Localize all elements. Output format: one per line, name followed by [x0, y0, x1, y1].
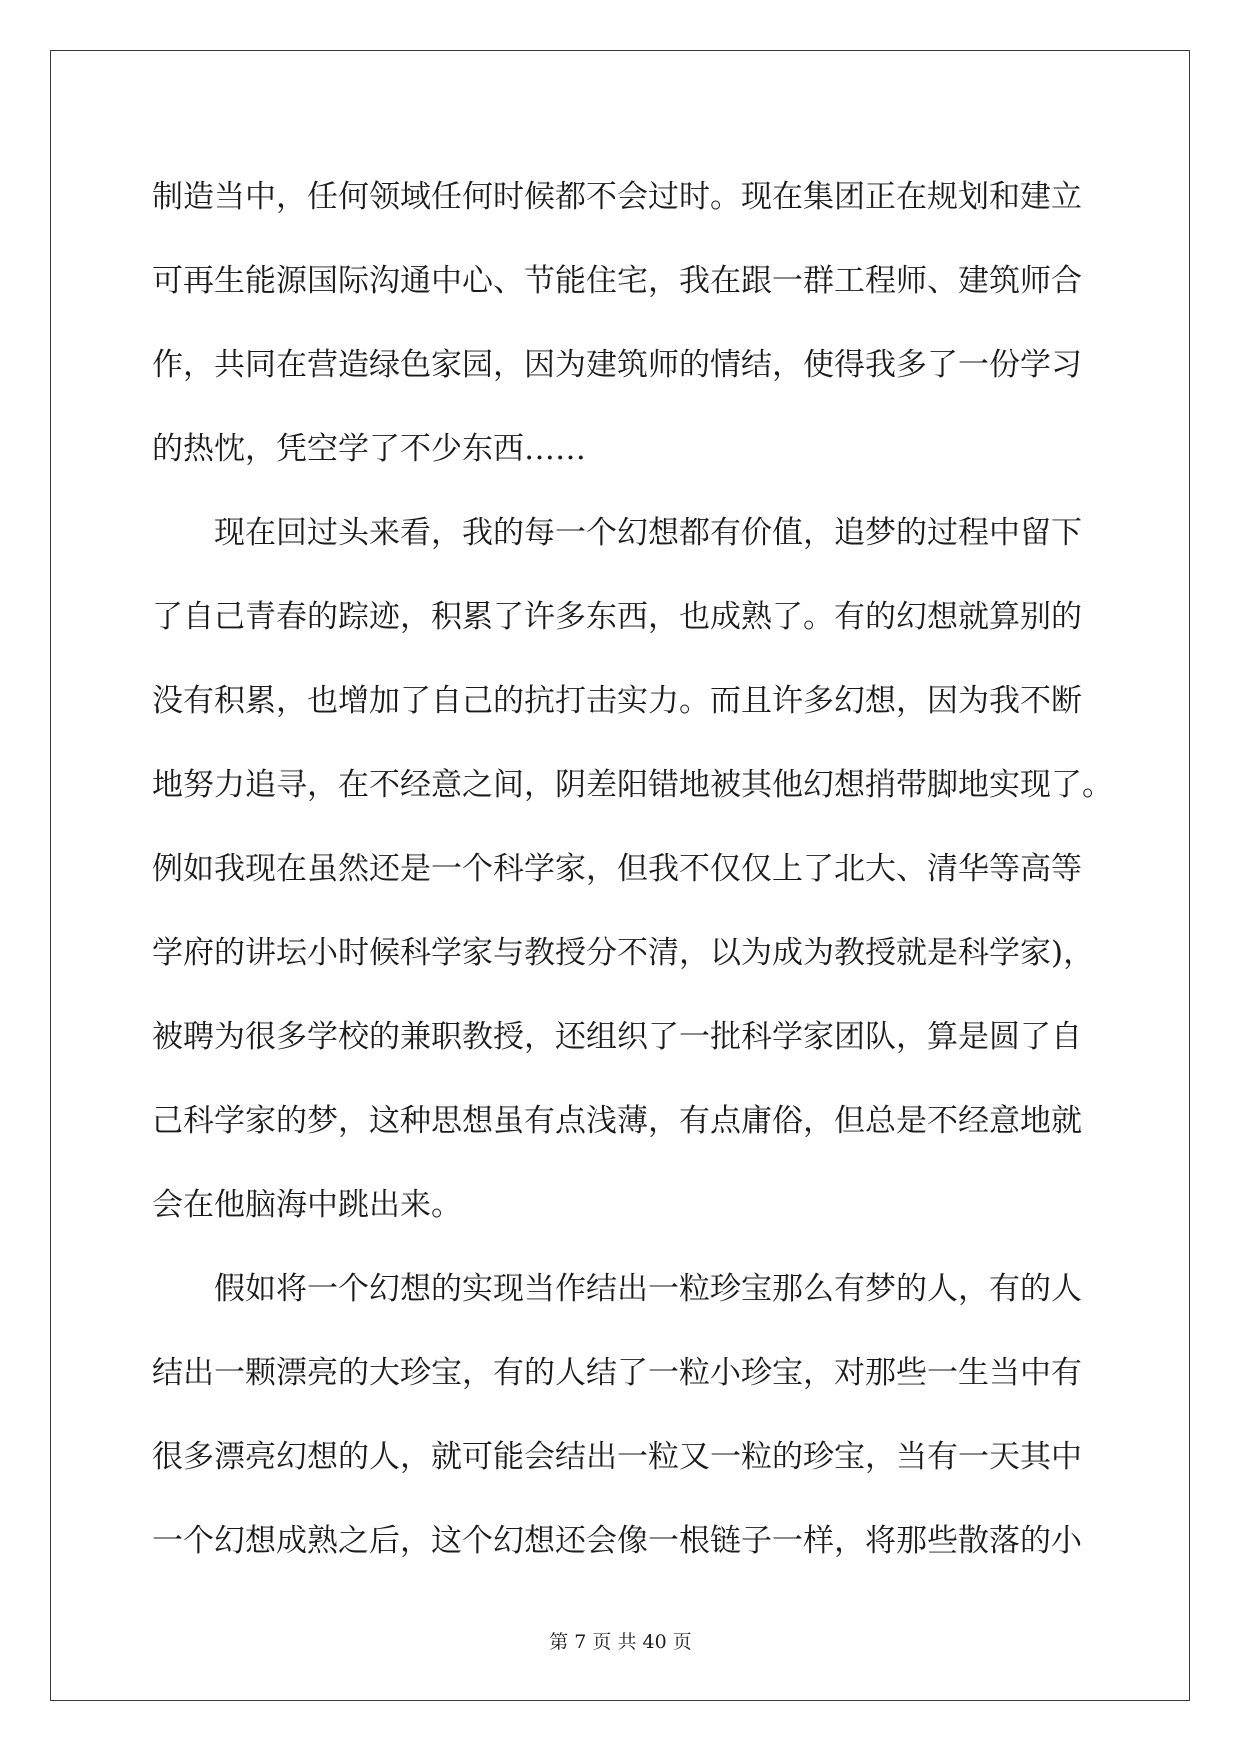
text-line: 例如我现在虽然还是一个科学家，但我不仅仅上了北大、清华等高等 [152, 851, 1082, 887]
text-line: 的热忱，凭空学了不少东西…… [152, 431, 586, 467]
text-line: 己科学家的梦，这种思想虽有点浅薄，有点庸俗，但总是不经意地就 [152, 1103, 1082, 1139]
text-line: 假如将一个幻想的实现当作结出一粒珍宝那么有梦的人，有的人 [214, 1271, 1082, 1307]
text-line: 现在回过头来看，我的每一个幻想都有价值，追梦的过程中留下 [214, 515, 1082, 551]
text-line: 了自己青春的踪迹，积累了许多东西，也成熟了。有的幻想就算别的 [152, 599, 1082, 635]
page-number-footer: 第 7 页 共 40 页 [549, 1631, 692, 1653]
body-text [152, 155, 1113, 1583]
text-line: 没有积累，也增加了自己的抗打击实力。而且许多幻想，因为我不断 [152, 683, 1082, 719]
text-line: 一个幻想成熟之后，这个幻想还会像一根链子一样，将那些散落的小 [152, 1523, 1082, 1559]
text-line: 会在他脑海中跳出来。 [152, 1187, 462, 1223]
text-line: 被聘为很多学校的兼职教授，还组织了一批科学家团队，算是圆了自 [152, 1019, 1082, 1055]
text-line: 制造当中，任何领域任何时候都不会过时。现在集团正在规划和建立 [152, 179, 1082, 215]
text-line: 可再生能源国际沟通中心、节能住宅，我在跟一群工程师、建筑师合 [152, 263, 1082, 299]
text-line: 学府的讲坛小时候科学家与教授分不清，以为成为教授就是科学家)， [152, 935, 1095, 971]
text-line: 作，共同在营造绿色家园，因为建筑师的情结，使得我多了一份学习 [152, 347, 1082, 383]
text-line: 结出一颗漂亮的大珍宝，有的人结了一粒小珍宝，对那些一生当中有 [152, 1355, 1082, 1391]
text-line: 很多漂亮幻想的人，就可能会结出一粒又一粒的珍宝，当有一天其中 [152, 1439, 1082, 1475]
text-line: 地努力追寻，在不经意之间，阴差阳错地被其他幻想捎带脚地实现了。 [152, 767, 1113, 803]
